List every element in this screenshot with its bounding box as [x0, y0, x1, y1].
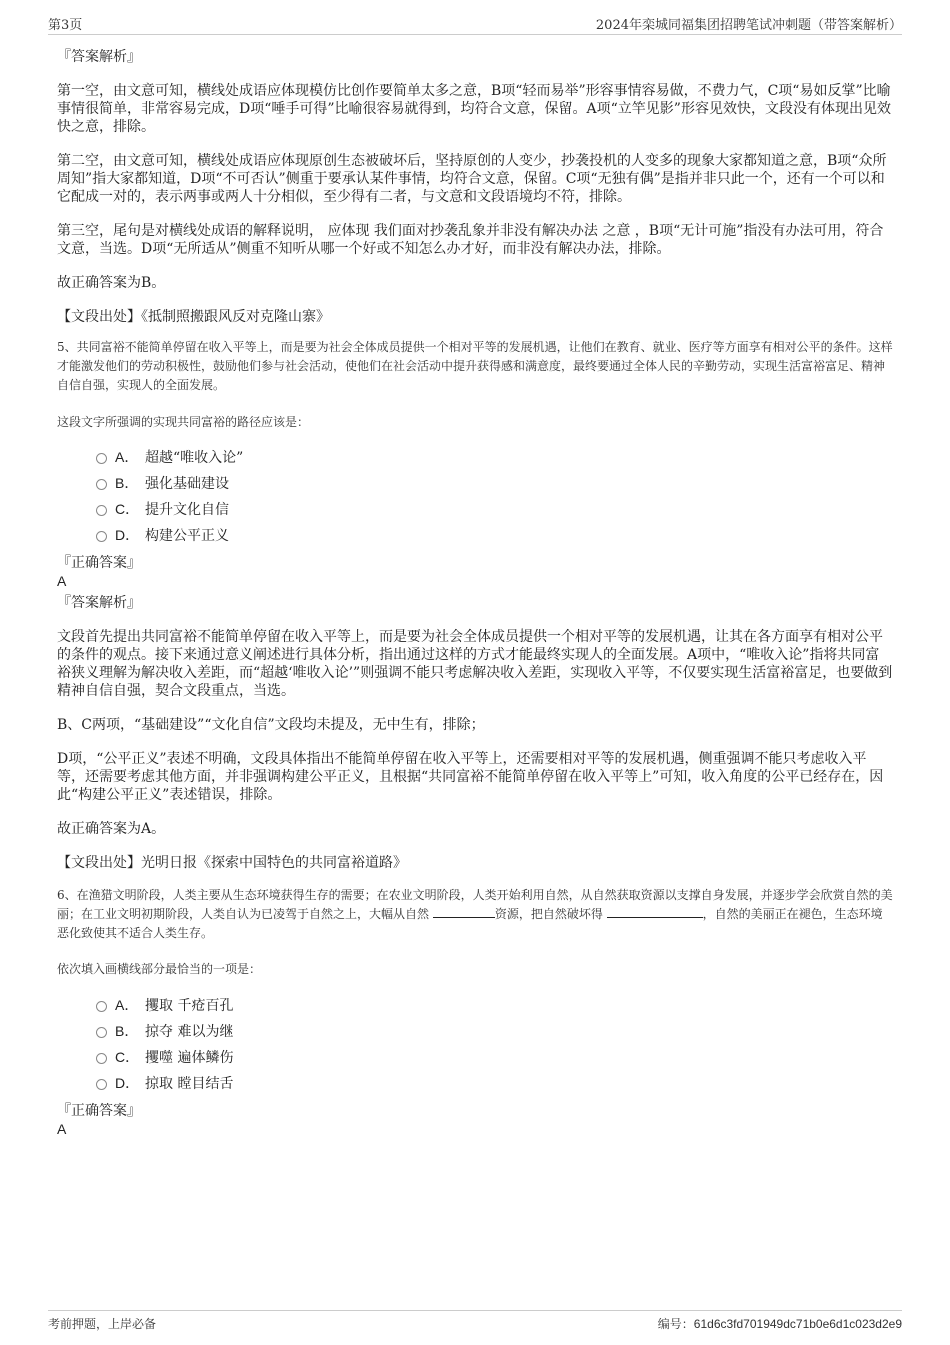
q5-analysis-1: 文段首先提出共同富裕不能简单停留在收入平等上，而是要为社会全体成员提供一个相对平等的发展机遇，让其在各方面享有相对公平的条件的观点。接下来通过意义阐述进行具体分析，指出通过这样的方式才能最终实现人的全面发展。A项中，“唯收入论”指将共同富裕狭义理解为解决收入差距，而“超越‘唯收入论’”则强调不能只考虑解决收入差距，实现收入平等，不仅要实现生活富裕富足，也要做到精神自信自强，契合文段重点，当选。 — [57, 629, 893, 699]
radio-icon[interactable] — [96, 505, 107, 516]
page-footer — [48, 1310, 902, 1331]
radio-icon[interactable] — [96, 453, 107, 464]
q5-analysis-3: D项，“公平正义”表述不明确，文段具体指出不能简单停留在收入平等上，还需要相对平等的发展机遇，侧重强调不能只考虑收入平等，还需要考虑其他方面，并非强调构建公平正义，且根据“共同富裕不能简单停留在收入平等上”可知，收入角度的公平已经存在，因此“构建公平正义”表述错误，排除。 — [57, 751, 884, 803]
source-citation: 【文段出处】《抵制照搬跟风反对克隆山寨》 — [57, 309, 330, 325]
answer-analysis-label: 『答案解析』 — [57, 49, 141, 65]
q6-option-a[interactable]: A． 攫取 千疮百孔 — [96, 996, 233, 1015]
q5-analysis-conclusion: 故正确答案为A。 — [57, 821, 166, 837]
blank-2 — [607, 905, 703, 918]
blank-1 — [433, 905, 495, 918]
q5-option-c[interactable]: C． 提升文化自信 — [96, 500, 229, 519]
q6-option-c[interactable]: C． 攫噬 遍体鳞伤 — [96, 1048, 233, 1067]
analysis-paragraph-3: 第三空，尾句是对横线处成语的解释说明， 应体现 我们面对抄袭乱象并非没有解决办法 之意 ，B项“无计可施”指没有办法可用，符合文意，当选。D项“无所适从”侧重不知听从哪一个好或不知怎么办才好，而非没有解决办法，排除。 — [57, 223, 884, 257]
radio-icon[interactable] — [96, 1053, 107, 1064]
q5-option-a[interactable]: A． 超越“唯收入论” — [96, 448, 243, 467]
question-6-prompt: 依次填入画横线部分最恰当的一项是： — [57, 962, 262, 976]
correct-answer-label: 『正确答案』 — [57, 1103, 141, 1119]
question-5-text: 5、共同富裕不能简单停留在收入平等上，而是要为社会全体成员提供一个相对平等的发展机遇，让他们在教育、就业、医疗等方面享有相对公平的条件。这样才能激发他们的劳动积极性，鼓励他们参与社会活动，使他们在社会活动中提升获得感和满意度，最终要通过全体人民的辛勤劳动，实现生活富裕富足、精神自信自强，实现人的全面发展。 — [57, 340, 893, 392]
radio-icon[interactable] — [96, 1001, 107, 1012]
document-title: 2024年栾城同福集团招聘笔试冲刺题（带答案解析） — [595, 18, 902, 33]
footer-slogan: 考前押题，上岸必备 — [48, 1317, 157, 1331]
q5-analysis-2: B、C两项，“基础建设”“文化自信”文段均未提及，无中生有，排除； — [57, 717, 485, 733]
question-6-text: 6、在渔猎文明阶段，人类主要从生态环境获得生存的需要；在农业文明阶段，人类开始利用自然，从自然获取资源以支撑自身发展，并逐步学会欣赏自然的美丽；在工业文明初期阶段，人类自认为已凌驾于自然之上，大幅从自然 资源，把自然破坏得 ，自然的美丽正在褪色，生态环境恶化致使其不适合人类生存。 — [57, 888, 893, 940]
page-number: 第3页 — [48, 18, 83, 33]
q5-option-d[interactable]: D． 构建公平正义 — [96, 526, 229, 545]
radio-icon[interactable] — [96, 531, 107, 542]
question-5-prompt: 这段文字所强调的实现共同富裕的路径应该是： — [57, 415, 310, 429]
page-header — [48, 14, 902, 35]
analysis-paragraph-2: 第二空，由文意可知，横线处成语应体现原创生态被破坏后，坚持原创的人变少，抄袭投机的人变多的现象大家都知道之意，B项“众所周知”指大家都知道，D项“不可否认”侧重于要承认某件事情，均符合文意，保留。C项“无独有偶”是指并非只此一个，还有一个可以和它配成一对的，表示两事或两人十分相似，至少得有二者，与文意和文段语境均不符，排除。 — [57, 153, 887, 205]
q5-source: 【文段出处】光明日报《探索中国特色的共同富裕道路》 — [57, 855, 407, 871]
radio-icon[interactable] — [96, 1027, 107, 1038]
analysis-paragraph-1: 第一空，由文意可知，横线处成语应体现模仿比创作要简单太多之意，B项“轻而易举”形容事情容易做，不费力气，C项“易如反掌”比喻事情很简单，非常容易完成，D项“唾手可得”比喻很容易就得到，均符合文意，保留。A项“立竿见影”形容见效快，文段没有体现出见效快之意，排除。 — [57, 83, 891, 135]
document-id: 编号：61d6c3fd701949dc71b0e6d1c023d2e9 — [657, 1317, 902, 1331]
radio-icon[interactable] — [96, 1079, 107, 1090]
correct-answer: A — [57, 573, 67, 589]
answer-analysis-label: 『答案解析』 — [57, 595, 141, 611]
q6-option-b[interactable]: B． 掠夺 难以为继 — [96, 1022, 233, 1041]
correct-answer-label: 『正确答案』 — [57, 555, 141, 571]
q5-option-b[interactable]: B． 强化基础建设 — [96, 474, 229, 493]
correct-answer: A — [57, 1121, 67, 1137]
radio-icon[interactable] — [96, 479, 107, 490]
analysis-conclusion: 故正确答案为B。 — [57, 275, 166, 291]
q6-option-d[interactable]: D． 掠取 瞠目结舌 — [96, 1074, 233, 1093]
